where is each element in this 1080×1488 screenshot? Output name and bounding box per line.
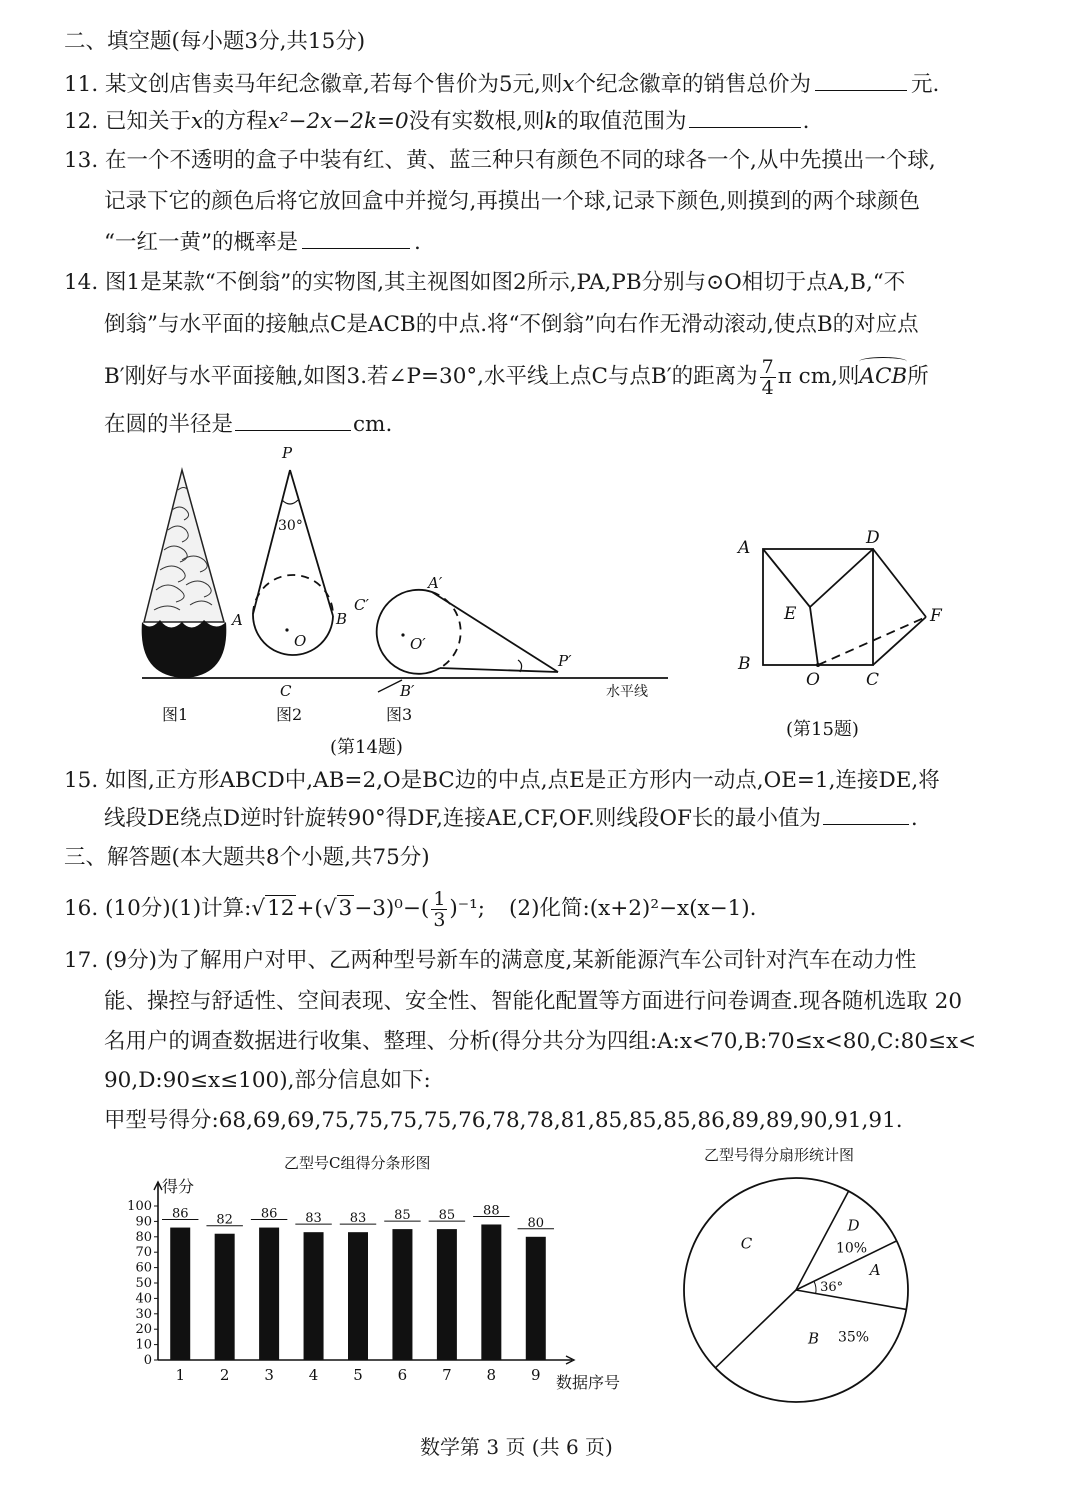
q15-answer-blank[interactable] <box>823 804 909 825</box>
bar <box>437 1229 457 1360</box>
figure-15 <box>730 525 970 750</box>
q12-end: . <box>802 109 810 134</box>
bar-y-tick-label: 80 <box>135 1229 152 1245</box>
bar-chart-ylabel: 得分 <box>162 1177 195 1196</box>
fig14-title: (第14题) <box>330 737 403 758</box>
bar-category-label: 9 <box>531 1366 541 1384</box>
fig15-title: (第15题) <box>786 719 859 740</box>
bar-value-label: 86 <box>171 1206 189 1222</box>
question-14-line3 <box>104 353 929 401</box>
sqrt-12: √12 <box>251 896 295 921</box>
fig14-label-p: P <box>282 444 293 462</box>
q13-text: “一红一黄”的概率是 <box>104 230 298 255</box>
figure-2-front-view <box>253 470 333 655</box>
bar-value-label: 82 <box>216 1212 233 1228</box>
bar-y-tick-label: 30 <box>135 1306 152 1322</box>
q14-frac-num: 7 <box>761 355 774 378</box>
fig15-label-b: B <box>738 654 751 674</box>
q12-answer-blank[interactable] <box>689 107 801 128</box>
bar-category-label: 6 <box>397 1366 408 1384</box>
question-17-line2: 能、操控与舒适性、空间表现、安全性、智能化配置等方面进行问卷调查.现各随机选取 20 <box>104 989 963 1014</box>
fig15-label-c: C <box>866 670 880 690</box>
q14-text-d: 在圆的半径是 <box>104 412 234 437</box>
q12-text-d: 的取值范围为 <box>557 109 687 134</box>
question-15-line1: 15. 如图,正方形ABCD中,AB=2,O是BC边的中点,点E是正方形内一动点,OE=1,连接DE,将 <box>64 768 940 793</box>
q12-var-k: k <box>544 109 558 134</box>
bar <box>304 1232 324 1360</box>
figure-3-rolled <box>377 590 558 692</box>
q15-end: . <box>910 806 918 831</box>
bar <box>526 1237 546 1360</box>
sqrt-3: √3 <box>322 896 353 921</box>
q16-text-e: (2)化简:(x+2)²−x(x−1). <box>509 896 757 921</box>
q14-answer-blank[interactable] <box>235 410 351 431</box>
question-16 <box>64 884 757 934</box>
bar-y-tick-label: 0 <box>143 1353 152 1368</box>
q11-text: 11. 某文创店售卖马年纪念徽章,若每个售价为5元,则 <box>64 72 563 97</box>
fig14-label-c: C <box>280 682 292 700</box>
q16-frac-den: 3 <box>433 908 446 931</box>
question-17-line5: 甲型号得分:68,69,69,75,75,75,75,76,78,78,81,85,85,85,86,89,89,90,91,91. <box>104 1108 903 1133</box>
fig14-caption-2: 图2 <box>276 705 303 724</box>
bar-value-label: 85 <box>438 1208 456 1224</box>
pie-slice-label: B <box>808 1329 820 1348</box>
bar-category-label: 3 <box>264 1366 274 1384</box>
sqrt-3-value: 3 <box>338 896 353 921</box>
q13-answer-blank[interactable] <box>302 228 410 249</box>
pie-slice-label: C <box>740 1234 753 1253</box>
q12-text-b: 的方程 <box>203 109 268 134</box>
horizon-label: 水平线 <box>606 684 648 700</box>
bar <box>215 1234 235 1360</box>
q13-end: . <box>413 230 421 255</box>
question-17-line1: 17. (9分)为了解用户对甲、乙两种型号新车的满意度,某新能源汽车公司针对汽车在动力性 <box>64 948 917 973</box>
pie-percent-label: 35% <box>837 1329 870 1346</box>
question-14-line2: 倒翁”与水平面的接触点C是ACB的中点.将“不倒翁”向右作无滑动滚动,使点B的对应点 <box>104 312 919 337</box>
fig14-label-a-prime: A′ <box>428 574 443 592</box>
sqrt-12-value: 12 <box>267 896 295 921</box>
fig14-label-o-prime: O′ <box>410 635 426 653</box>
section-2-title: 二、填空题(每小题3分,共15分) <box>64 29 366 54</box>
question-17-line4: 90,D:90≤x≤100),部分信息如下: <box>104 1068 431 1093</box>
fig14-label-b: B <box>336 610 348 628</box>
q16-text-a: 16. (10分)(1)计算: <box>64 896 252 921</box>
bar-category-label: 7 <box>442 1366 452 1384</box>
q16-fraction <box>431 889 447 930</box>
bar-category-label: 2 <box>219 1366 230 1384</box>
figure-1-tumbler <box>142 470 227 678</box>
bar-y-tick-label: 60 <box>135 1260 152 1276</box>
q14-text-c: 所 <box>907 364 929 389</box>
question-13-line3 <box>104 228 421 258</box>
bar-chart-title: 乙型号C组得分条形图 <box>284 1154 431 1172</box>
bar-category-label: 1 <box>175 1366 185 1384</box>
fig14-label-c-prime: C′ <box>354 596 369 614</box>
bar-y-tick-label: 70 <box>135 1245 152 1261</box>
fig14-angle-30: 30° <box>278 518 303 534</box>
fig15-label-f: F <box>930 606 942 626</box>
bar-y-tick-label: 100 <box>127 1199 152 1214</box>
bar-y-tick-label: 90 <box>135 1214 152 1230</box>
q14-text-a: B′刚好与水平面接触,如图3.若∠P=30°,水平线上点C与点B′的距离为 <box>104 364 758 389</box>
bar <box>259 1228 279 1360</box>
bar-chart-c-group <box>100 1148 660 1398</box>
pie-divider <box>715 1290 796 1368</box>
bar-y-tick-label: 10 <box>135 1337 152 1353</box>
question-13-line2: 记录下它的颜色后将它放回盒中并搅匀,再摸出一个球,记录下颜色,则摸到的两个球颜色 <box>104 189 921 214</box>
q14-fraction <box>760 357 776 398</box>
page-footer: 数学第 3 页 (共 6 页) <box>420 1435 613 1459</box>
q14-frac-den: 4 <box>761 376 774 399</box>
pie-slice-label: D <box>847 1216 860 1235</box>
fig15-label-o: O <box>806 670 820 690</box>
question-12 <box>64 107 809 137</box>
section-3-title: 三、解答题(本大题共8个小题,共75分) <box>64 845 430 870</box>
bar <box>170 1228 190 1360</box>
q16-frac-num: 1 <box>433 887 446 910</box>
bar <box>348 1232 368 1360</box>
q14-arc <box>859 353 907 401</box>
pie-chart-title: 乙型号得分扇形统计图 <box>704 1146 855 1164</box>
bar-value-label: 86 <box>260 1206 278 1222</box>
bar-y-tick-label: 20 <box>135 1322 152 1338</box>
fig14-caption-1: 图1 <box>162 705 189 724</box>
q11-answer-blank[interactable] <box>815 70 907 91</box>
q14-text-e: cm. <box>353 412 393 437</box>
q11-text-b: 个纪念徽章的销售总价为 <box>574 72 812 97</box>
bar-category-label: 4 <box>308 1366 319 1384</box>
bar-category-label: 5 <box>353 1366 363 1384</box>
fig14-caption-3: 图3 <box>386 705 413 724</box>
pie-angle-label: 36° <box>820 1279 844 1295</box>
fig14-label-p-prime: P′ <box>558 652 572 670</box>
question-14-line4 <box>104 410 392 440</box>
q11-text-c: 元. <box>911 72 940 97</box>
fig14-label-a: A <box>232 611 243 629</box>
question-14-line1: 14. 图1是某款“不倒翁”的实物图,其主视图如图2所示,PA,PB分别与⊙O相切于点A,B,“不 <box>64 270 906 295</box>
q14-text-b: π cm,则 <box>777 364 860 389</box>
bar <box>392 1229 412 1360</box>
q16-text-d: )⁻¹; <box>449 896 486 921</box>
bar-value-label: 88 <box>483 1203 500 1219</box>
pie-angle-arc <box>814 1281 816 1293</box>
q12-equation: x²−2x−2k=0 <box>267 109 409 134</box>
bar-value-label: 80 <box>527 1215 545 1231</box>
fig14-label-o: O <box>294 632 307 650</box>
q12-text: 12. 已知关于 <box>64 109 192 134</box>
pie-percent-label: 10% <box>835 1240 868 1257</box>
question-11 <box>64 70 939 100</box>
fig15-label-d: D <box>866 528 880 548</box>
question-15-line2 <box>104 804 918 834</box>
bar-chart-xlabel: 数据序号 <box>556 1373 621 1392</box>
q14-arc-label: ACB <box>859 364 908 389</box>
q15-text: 线段DE绕点D逆时针旋转90°得DF,连接AE,CF,OF.则线段OF长的最小值为 <box>104 806 821 831</box>
pie-chart-yi-scores <box>680 1140 930 1410</box>
figure-14 <box>120 440 680 760</box>
q12-text-c: 没有实数根,则 <box>408 109 545 134</box>
question-17-line3: 名用户的调查数据进行收集、整理、分析(得分共分为四组:A:x<70,B:70≤x<80,C:80≤x< <box>104 1029 977 1054</box>
q16-text-c: −3)⁰−( <box>354 896 430 921</box>
bar-category-label: 8 <box>486 1366 497 1384</box>
bar-y-tick-label: 40 <box>135 1291 152 1307</box>
fig15-label-a: A <box>738 538 751 558</box>
bar-y-tick-label: 50 <box>135 1276 152 1291</box>
bar <box>481 1224 501 1360</box>
pie-slice-label: A <box>869 1260 881 1279</box>
fig14-label-b-prime: B′ <box>400 682 415 700</box>
q11-var: x <box>562 72 575 97</box>
bar-value-label: 83 <box>305 1211 322 1227</box>
q16-text-b: +( <box>296 896 323 921</box>
pie-divider <box>796 1290 906 1309</box>
question-13-line1: 13. 在一个不透明的盒子中装有红、黄、蓝三种只有颜色不同的球各一个,从中先摸出一个球, <box>64 148 936 173</box>
bar-value-label: 85 <box>394 1208 411 1224</box>
q12-var-x: x <box>191 109 204 134</box>
fig15-label-e: E <box>784 604 797 624</box>
bar-value-label: 83 <box>349 1211 367 1227</box>
